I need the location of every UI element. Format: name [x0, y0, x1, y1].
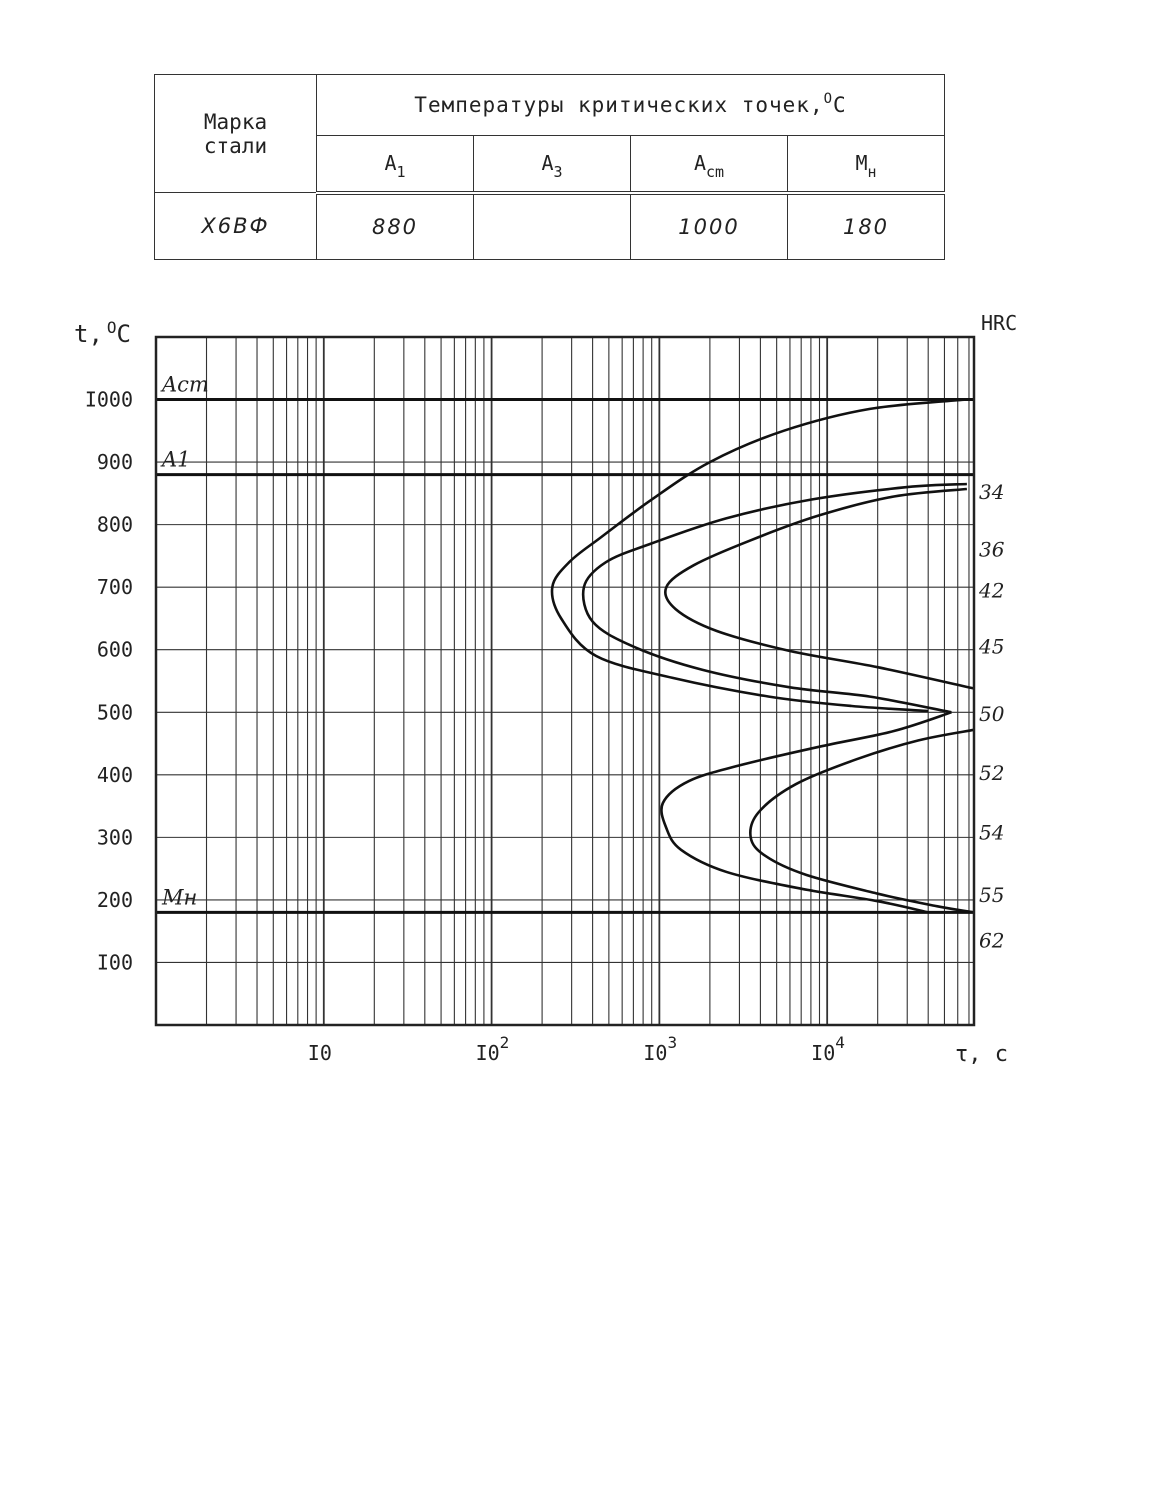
grid	[156, 337, 974, 1025]
y-axis-ticks	[85, 388, 133, 975]
hrc-label: 55	[979, 882, 1005, 907]
y-axis-label-unit: C	[116, 320, 131, 348]
hrc-label: 50	[979, 702, 1005, 727]
x-tick-label: $I0^4$	[811, 1033, 845, 1065]
x-tick-label: I0	[307, 1041, 332, 1065]
critical-temps-degree: О	[823, 91, 834, 108]
hrc-labels	[978, 480, 1005, 952]
x-axis-ticks	[308, 1033, 845, 1065]
col-acm-base: A	[693, 151, 706, 176]
y-axis-label	[74, 318, 131, 348]
reference-lines	[156, 373, 974, 913]
col-mn-base: M	[855, 151, 868, 176]
y-tick-label: 500	[96, 700, 133, 725]
ref-label-acm: Acm	[162, 372, 209, 397]
y-tick-label: 800	[96, 512, 133, 537]
x-tick-label: $I0^3$	[643, 1033, 678, 1065]
cell-acm: 1000	[631, 193, 788, 260]
steel-grade-header-text: Марка стали	[203, 109, 268, 158]
x-tick-label: $I0^2$	[475, 1033, 510, 1065]
hrc-axis-label: HRC	[981, 311, 1018, 335]
y-tick-label: 900	[96, 450, 133, 475]
hrc-label: 54	[979, 820, 1005, 845]
y-tick-label: 700	[96, 575, 133, 600]
y-tick-label: 200	[96, 887, 133, 912]
y-axis-label-degree: О	[106, 318, 117, 337]
y-tick-label: I000	[84, 387, 133, 412]
x-axis-label: τ, с	[955, 1042, 1008, 1067]
col-acm-sub: cm	[705, 163, 725, 182]
ref-label-a1: A1	[162, 447, 191, 472]
hrc-label: 42	[979, 578, 1005, 603]
cell-steel: Х6ВФ	[155, 193, 317, 260]
y-tick-label: I00	[96, 950, 133, 975]
hrc-label: 62	[979, 928, 1005, 953]
plot-frame	[156, 337, 974, 1025]
series-curve-2	[583, 484, 967, 712]
critical-temps-title: Температуры критических точек,	[414, 93, 824, 118]
cell-mn: 180	[788, 193, 945, 260]
col-a1-sub: 1	[396, 163, 406, 182]
y-axis-label-text: t,	[74, 320, 103, 348]
col-a3-sub: 3	[553, 163, 563, 182]
col-a1-base: A	[384, 151, 397, 176]
col-a3-base: A	[541, 151, 554, 176]
col-mn-sub: н	[867, 163, 877, 182]
ref-label-mn: Mн	[162, 885, 198, 910]
hrc-label: 45	[979, 634, 1005, 659]
series-curve-1	[552, 400, 967, 712]
critical-temps-unit: С	[833, 93, 847, 118]
y-tick-label: 300	[96, 825, 133, 850]
curves	[552, 400, 974, 913]
cell-a1: 880	[317, 193, 474, 260]
hrc-label: 52	[979, 760, 1005, 785]
y-tick-label: 600	[96, 637, 133, 662]
y-tick-label: 400	[96, 762, 133, 787]
hrc-label: 34	[979, 480, 1005, 505]
hrc-label: 36	[979, 537, 1005, 562]
